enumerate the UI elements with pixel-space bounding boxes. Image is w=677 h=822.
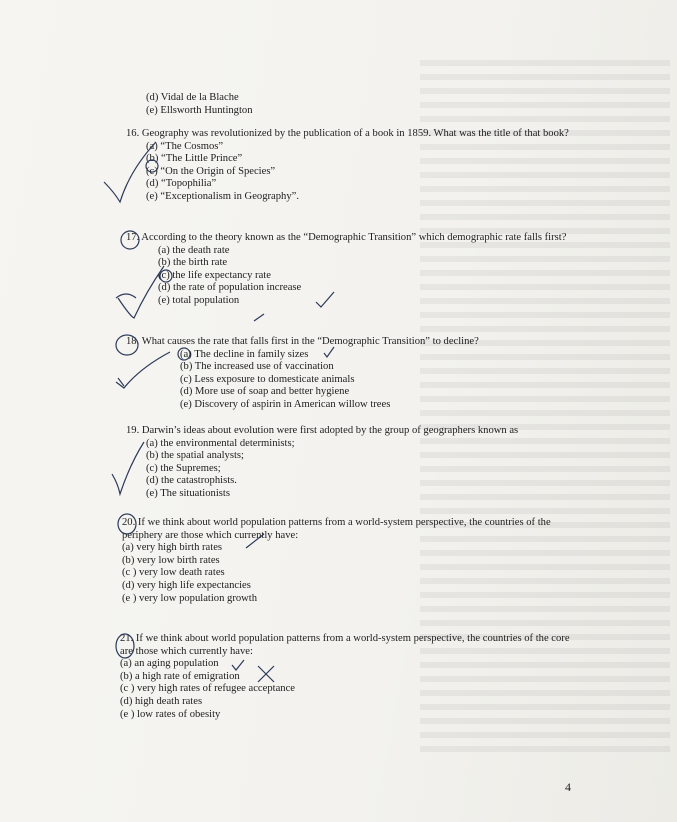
circle-mark-icon — [116, 510, 140, 536]
option-e: (e) Discovery of aspirin in American willow trees — [180, 398, 391, 410]
circle-mark-icon — [118, 228, 142, 252]
option-a: (a) very high birth rates — [122, 542, 223, 554]
circle-mark-icon — [144, 158, 160, 174]
option-a: (a) the death rate — [158, 244, 230, 256]
option-e: (e) Ellsworth Huntington — [146, 104, 253, 116]
option-d: (d) the rate of population increase — [158, 282, 302, 294]
cross-mark-icon — [256, 664, 276, 684]
question-20 — [122, 517, 572, 605]
option-e: (e ) very low population growth — [122, 592, 258, 604]
circle-mark-icon — [114, 630, 138, 660]
circle-mark-icon — [176, 346, 192, 362]
option-d: (d) high death rates — [120, 695, 203, 707]
option-b: (b) the spatial analysts; — [146, 450, 244, 462]
checkmark-icon — [100, 140, 160, 210]
option-e: (e) “Exceptionalism in Geography”. — [146, 190, 299, 202]
question-21-text: 21. If we think about world population patterns from a world-system perspective, the countries of the core are those which currently have: — [120, 633, 570, 657]
option-d: (d) Vidal de la Blache — [146, 92, 239, 103]
option-e: (e) The situationists — [146, 487, 230, 499]
page-number: 4 — [565, 780, 571, 794]
option-c: (c) the life expectancy rate — [158, 269, 271, 281]
question-19-text: 19. Darwin’s ideas about evolution were first adopted by the group of geographers known as — [126, 425, 519, 436]
checkmark-icon — [108, 440, 148, 498]
tick-icon — [314, 290, 336, 310]
question-16-text: 16. Geography was revolutionized by the publication of a book in 1859. What was the title of that book? — [126, 128, 569, 139]
option-c: (c) Less exposure to domesticate animals — [180, 373, 355, 385]
option-d: (d) very high life expectancies — [122, 579, 251, 591]
option-c: (c) the Supremes; — [146, 462, 221, 474]
question-21 — [120, 633, 572, 721]
option-b: (b) the birth rate — [158, 257, 228, 269]
prev-question-options — [146, 92, 253, 117]
option-c: (c ) very high rates of refugee acceptance — [120, 683, 295, 695]
question-17-text: 17. According to the theory known as the “Demographic Transition” which demographic rate falls first? — [126, 232, 567, 243]
option-d: (d) “Topophilia” — [146, 178, 217, 190]
option-c: (c ) very low death rates — [122, 567, 225, 579]
option-a: (a) the environmental determinists; — [146, 437, 295, 449]
option-b: (b) a high rate of emigration — [120, 670, 240, 682]
question-19 — [126, 425, 576, 501]
checkmark-icon — [110, 348, 174, 396]
option-b: (b) “The Little Prince” — [146, 153, 243, 165]
option-a: (a) “The Cosmos” — [146, 140, 224, 152]
question-16 — [126, 128, 576, 204]
question-18-text: 18. What causes the rate that falls first in the “Demographic Transition” to decline? — [126, 336, 479, 347]
option-e: (e ) low rates of obesity — [120, 708, 221, 720]
option-b: (b) The increased use of vaccination — [180, 361, 334, 373]
tick-icon — [322, 345, 336, 359]
option-e: (e) total population — [158, 294, 240, 306]
question-18 — [126, 336, 576, 412]
option-a: (a) The decline in family sizes — [180, 348, 309, 360]
question-17 — [126, 232, 576, 308]
option-b: (b) very low birth rates — [122, 554, 220, 566]
circle-mark-icon — [158, 268, 174, 284]
option-a: (a) an aging population — [120, 658, 219, 670]
option-c: (c) “On the Origin of Species” — [146, 165, 276, 177]
tick-icon — [244, 532, 266, 552]
tick-icon — [252, 312, 266, 324]
tick-icon — [230, 658, 246, 672]
option-d: (d) the catastrophists. — [146, 475, 237, 487]
question-20-text: 20. If we think about world population patterns from a world-system perspective, the countries of the periphery are those which currently have: — [122, 517, 551, 541]
option-d: (d) More use of soap and better hygiene — [180, 386, 350, 398]
